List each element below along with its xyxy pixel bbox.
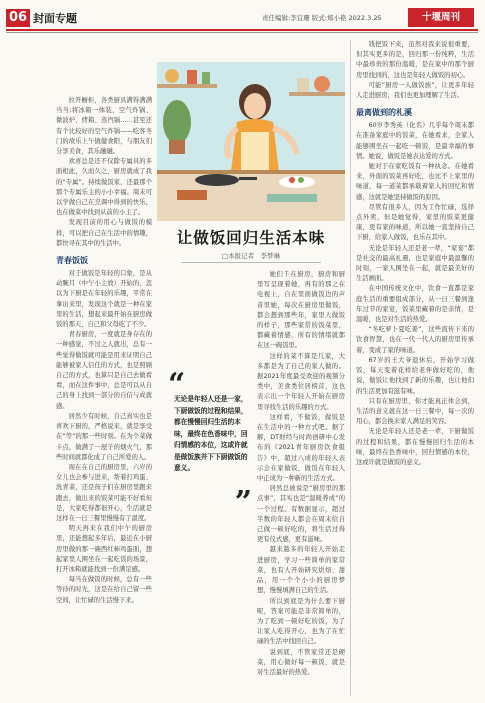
paragraph: 尽管有很多人，因为工作忙碌，选择点外卖，但是她觉得，家里的饭菜更健康，更有家的味道，所以她一直坚持自己下厨，给家人做饭，也乐在其中。	[356, 203, 474, 242]
paragraph: 发现目前的用心与做饭的模样，可以把自己在生活中的情趣，都快寻在其中的生活中。	[56, 219, 152, 247]
section-title: 封面专题	[33, 12, 77, 25]
paragraph: 她们千在厨房，厨房和厨里写呈现着她，再有的那之在电视上，自在里面做饭边的声音里她，每次在厨房里做饭，都会想到那些年，家里人做饭的样子，那些家常的饭菜里，都藏着情感，所有的情绪就都在这一碗饭里。	[257, 271, 345, 350]
column-right	[356, 40, 474, 696]
illustration-svg	[157, 62, 345, 221]
paragraph: 钱把饭下来，虽然对我来说很重要，但其实更多的是，回归那一份纯粹，生活中最珍贵的那份温暖，是在家中的那个厨房里找到的，这也是年轻人做饭的初心。	[356, 41, 474, 79]
column-middle-left-text	[257, 270, 345, 696]
paragraph: 对于做饭是年轻的口象，是从动腕月（中午小主放）开始的，忽以为下厨是在年轻的乐趣，平常在拿出来里，发现这个就是一种在家里的生活，想起来最开始在厨房做饭的那天，自己和父母吃了不少。	[56, 270, 152, 329]
page-header	[0, 0, 485, 30]
open-quote-icon: “	[168, 367, 186, 402]
paragraph: 这样的菜不算是几家，大多都是为了自己的家人做的。据2021年度最受欢迎的视频分类中，美食类位居榜首，这也表示出一个年轻人开始在厨房里寻找生活的乐趣的方式。	[257, 352, 345, 411]
article-title: 让做饭回归生活本味	[176, 228, 326, 247]
paper-name: 十堰周刊	[408, 8, 474, 27]
paragraph: 在中国传统文化中，饮食一直都是家庭生活的重要组成部分，从一日三餐到逢年过节的家宴，饭菜里藏着的是亲情，是温暖，也是对生活的热爱。	[356, 285, 474, 324]
paragraph: 可能“厨房一人做饭族”，让更多年轻人走进厨房，我们也更加理解了生活。	[356, 81, 474, 100]
paragraph: 居然总被说是“厨房里的那点事”，其实也是“温暖养成”的一个过程。有数据显示，超过半数的年轻人都会在周末给自己做一顿好吃的，将生活过得更有仪式感，更有滋味。	[257, 485, 345, 544]
byline-rule	[181, 262, 321, 263]
paragraph: 无论是年轻人还是老一辈，“家宴”都是社交的最高礼遇，也是家庭中最温馨的时刻，一家人围坐在一起，就是最美好的生活画面。	[356, 244, 474, 283]
paragraph: 越来越多的年轻人开始走进厨房，学习一些简单的家常菜，也有人开始研究烘焙、甜品，用一个个小小的厨房梦想，慢慢填满自己的生活。	[257, 546, 345, 595]
pull-quote	[168, 367, 252, 520]
paragraph: “冬吃萝卜夏吃姜”，这些流传下来的饮食智慧，也在一代一代人的厨房里传承着，变成了家的味道。	[356, 326, 474, 354]
paragraph: 每当在做饭的时候，总有一些等待的时光，这是在给自己留一些空间，让忙碌的生活慢下来。	[56, 576, 152, 604]
subheading: 最离做到的札溪	[356, 108, 412, 118]
subheading: 青春饭饭	[56, 256, 88, 266]
header-rule	[6, 29, 478, 31]
paragraph: 居然少有时候，自己真实也是喜欢下厨的，严格说来，就是享受在“等”的那一些时刻。在为个菜做卡点，做满了一屋子的烟火气，那些时间就都化成了自己所爱的人。	[56, 412, 152, 461]
paragraph: 这样看，不做饭，做饭是在生活中的一种方式吧。据了解，DT财经与时尚创研中心发布的《2021青年厨房饮食报告》中，超过八成的年轻人表示会在家做饭，做饭在年轻人中正成为一种新的生活方式。	[257, 413, 345, 483]
byline: □本报记者 李梦琳	[221, 252, 281, 260]
paragraph: 只有在厨房里，你才能真正体会到，生活的意义就在这一日三餐中，每一次的用心，都会换来家人满足的笑容。	[356, 397, 474, 426]
paragraph: 所以到底是为什么要下厨呢，答案可能是非常简单的，为了吃到一顿好吃的饭，为了让家人吃得开心，也为了在忙碌的生活中找回自己。	[257, 597, 345, 646]
pull-quote-text: 无论是年轻人还是一家，下厨做饭的过程和结果，都在慢慢回归生活的本味，最终在色香味中，回归情感的本位，这或许就是做饭族并下下厨做饭的意义。	[174, 395, 248, 472]
cooking-illustration	[157, 62, 345, 221]
editor-meta: 责任编辑:李宜珊 版式:郑小艳 2022.3.25	[262, 14, 382, 22]
column-divider	[350, 40, 351, 696]
paragraph: 现在在自己的厨房里，六岁的女儿也会参与进来，帮着打鸡蛋、洗青菜，还是孩子们在厨房里跑来跑去，做出来的饭菜可能不好看但是，大家吃得都很开心，生活就是这样在一日三餐里慢慢有了温度。	[56, 463, 152, 522]
column-left	[56, 96, 152, 696]
paragraph: 67岁的王大爷退休后，开始学习做饭，每天变着花样给老伴做好吃的，他说，做饭让他找到了新的乐趣，也让他们的生活更加有滋有味。	[356, 356, 474, 395]
paragraph: 60岁李秀英（化名）几乎每个周末都在准备家庭中的饭菜，在她看来，全家人能够围坐在一起吃一顿饭，是最幸福的事情。她说，做饭是她表达爱的方式。	[356, 122, 474, 160]
paragraph: 她对于在家吃饭有一种执念。在她看来，外面的饭菜再好吃，也比不上家里的味道，每一道菜都承载着家人的回忆和情感，这就是她坚持做饭的原因。	[356, 163, 474, 201]
paragraph: 欢喜总是还不仅除专属具的多面相此，久而久之，厨房就成了我的“专属”。持续做饭家，还最那个那个专属乐主的小小幸福。周末可以学做自己在烹调中得到的快乐，也在做菜中找到从前的小主了。	[56, 158, 152, 217]
header-rule-thin	[6, 32, 478, 33]
paragraph: 拉开橱柜，各类厨具满得满满当当;将冰箱一体装、空气炸锅、微波炉、烤箱、蒸汽锅……甚至还有个比较好的空气炸锅——吃客冬门的故乐上午做健食阳，与朋友们分享美食，其乐融融。	[56, 97, 152, 156]
page-number: 06	[6, 9, 30, 27]
paragraph: 说到底，不管家常还是硬菜，用心做好每一顿饭，就是对生活最好的热爱。	[257, 648, 345, 676]
paragraph: 青春厨房，一度就是身存在的一种感觉，不过之人就出，总有一些觉得做饭就可能是用来证明自己能够被家人信任的方式，也是照顾自己的方式，也算只是自己去做看看，而在这件事中，总是可以从自己的身上找到一部分的自信与成就感。	[56, 331, 152, 410]
paragraph: 明天再来在我们中午的厨房里，还能想起多年后，最近在小厨房里做的那一碗西红柿鸡蛋面，想起家里人围坐在一起吃饭的场景，打开冰箱就能找到一份满足感。	[56, 525, 152, 573]
paragraph: 无论是年轻人还是老一辈，下厨做饭的过程和结果，都在慢慢回归生活的本味，最终在色香味中，回归情感的本位，这或许就是做饭的意义。	[356, 428, 474, 466]
close-quote-icon: ”	[234, 485, 252, 520]
